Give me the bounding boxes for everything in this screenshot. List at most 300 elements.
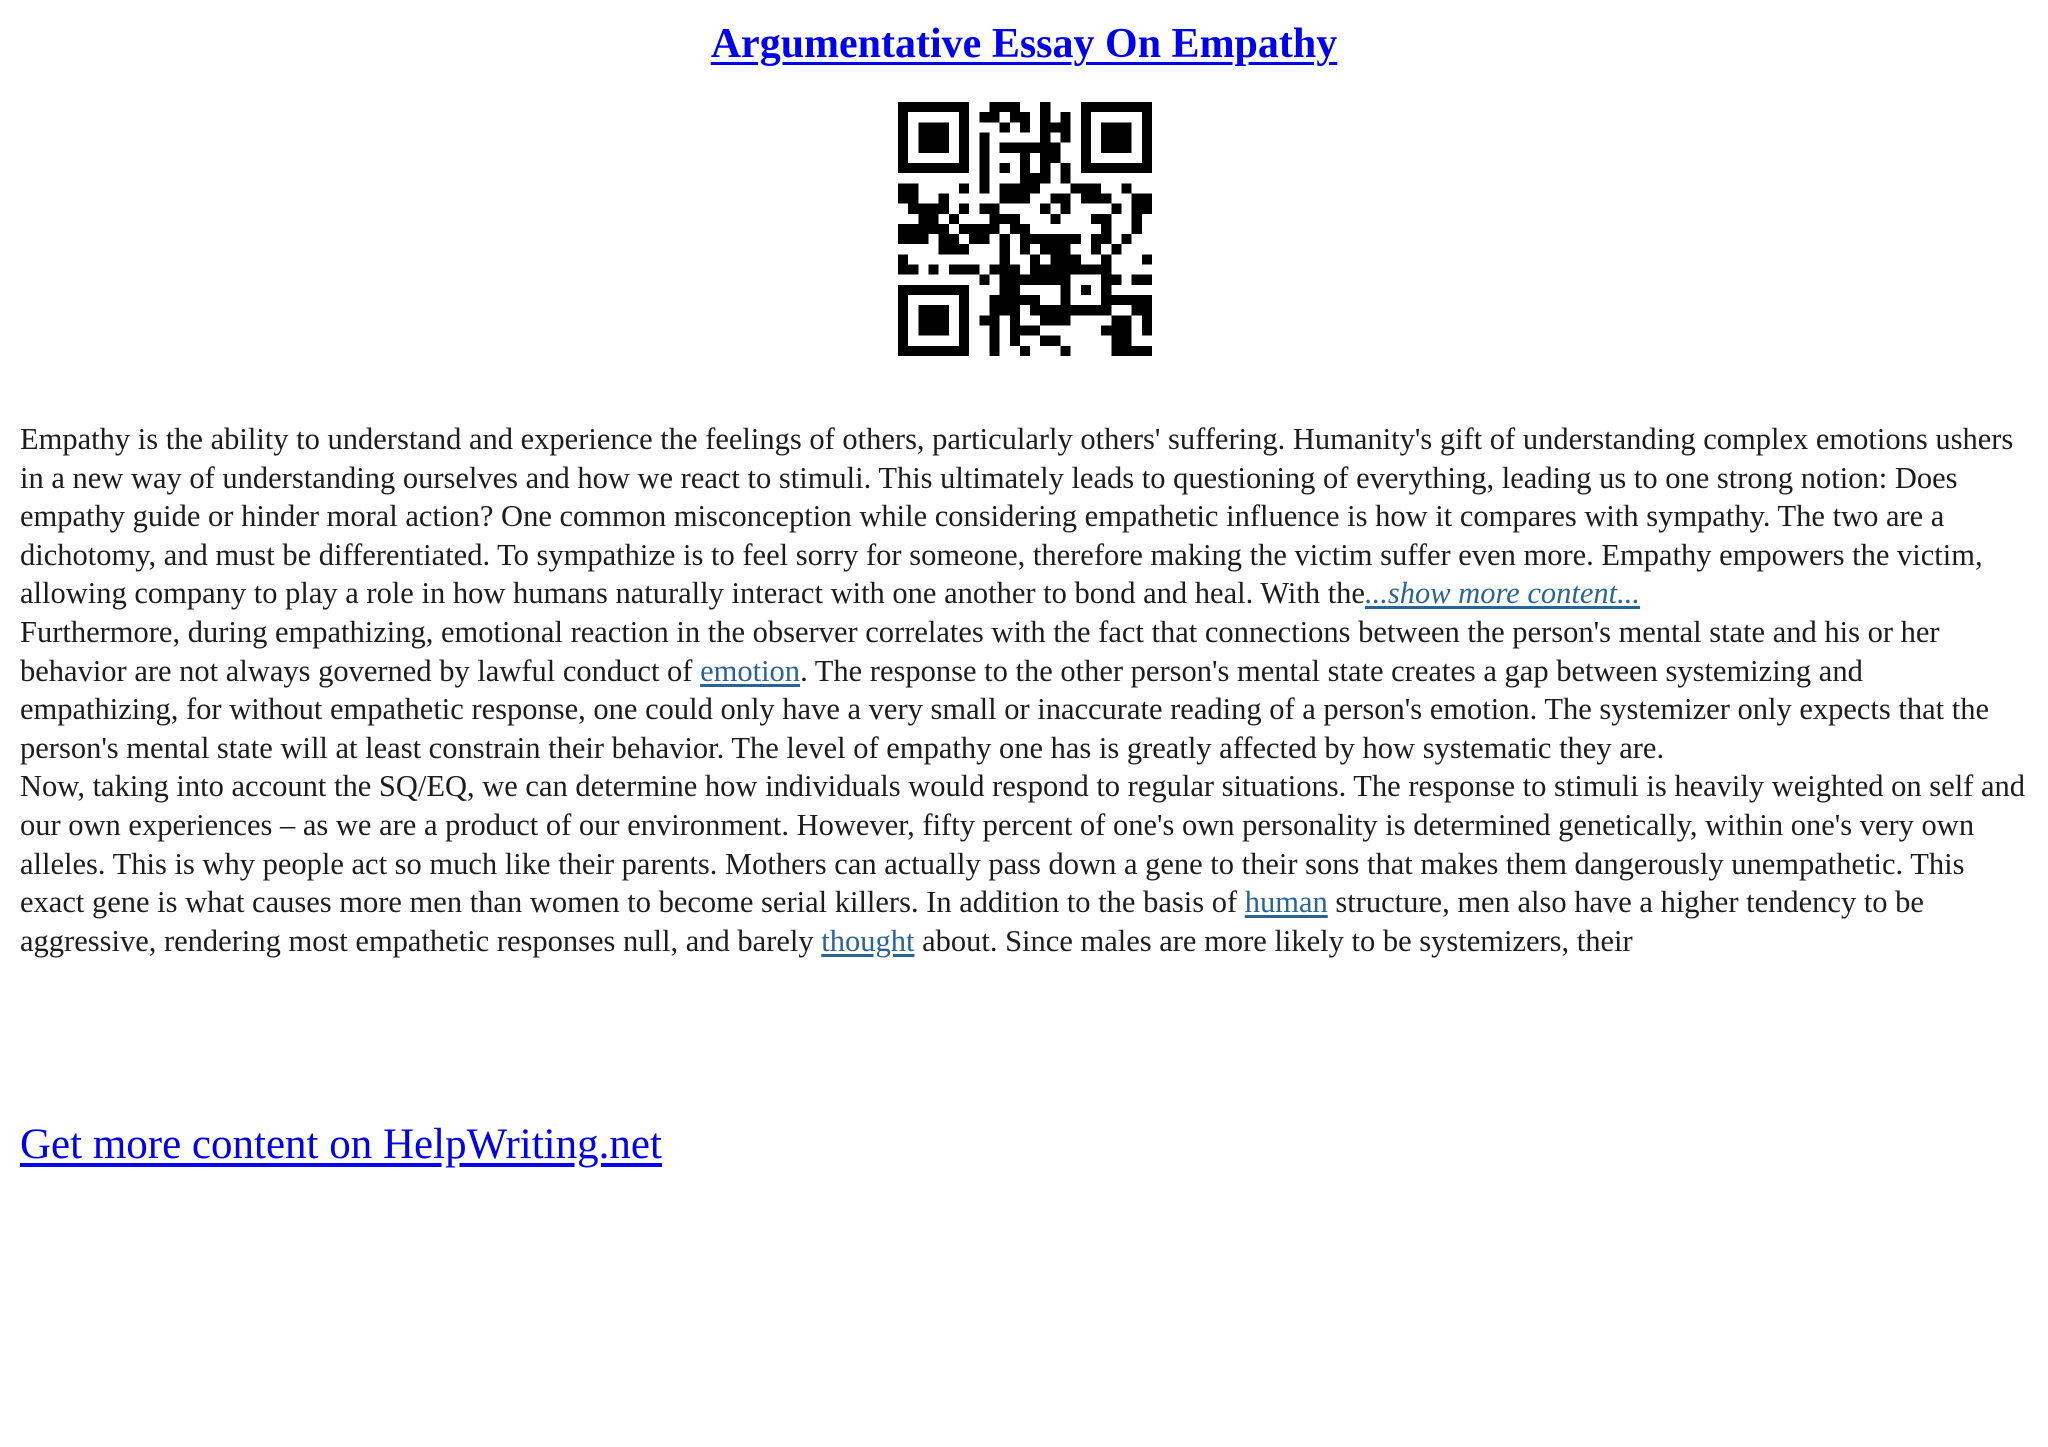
qr-module bbox=[1111, 275, 1121, 285]
qr-module bbox=[949, 234, 959, 244]
qr-module bbox=[1122, 132, 1132, 142]
qr-module bbox=[1081, 163, 1091, 173]
qr-module bbox=[979, 163, 989, 173]
qr-module bbox=[1040, 153, 1050, 163]
qr-module bbox=[898, 346, 908, 356]
qr-module bbox=[979, 204, 989, 214]
qr-module bbox=[989, 295, 999, 305]
qr-module bbox=[918, 224, 928, 234]
qr-module bbox=[898, 336, 908, 346]
paragraph-3-text-c: about. Since males are more likely to be systemizers, their bbox=[914, 923, 1633, 958]
qr-module bbox=[898, 254, 908, 264]
qr-module bbox=[1010, 275, 1020, 285]
qr-module bbox=[918, 102, 928, 112]
qr-module bbox=[1081, 193, 1091, 203]
qr-module bbox=[1010, 183, 1020, 193]
qr-module bbox=[1061, 163, 1071, 173]
qr-module bbox=[1040, 265, 1050, 275]
qr-module bbox=[1061, 132, 1071, 142]
qr-module bbox=[1101, 305, 1111, 315]
qr-module bbox=[1101, 143, 1111, 153]
qr-module bbox=[1101, 193, 1111, 203]
qr-module bbox=[1030, 143, 1040, 153]
qr-module bbox=[1142, 305, 1152, 315]
qr-module bbox=[1071, 183, 1081, 193]
qr-module bbox=[1050, 275, 1060, 285]
qr-module bbox=[1111, 346, 1121, 356]
qr-module bbox=[1040, 132, 1050, 142]
qr-module bbox=[1050, 143, 1060, 153]
qr-module bbox=[908, 193, 918, 203]
qr-module bbox=[898, 143, 908, 153]
qr-module bbox=[1000, 254, 1010, 264]
qr-module bbox=[1111, 102, 1121, 112]
qr-module bbox=[939, 204, 949, 214]
qr-module bbox=[1050, 305, 1060, 315]
qr-module bbox=[1101, 285, 1111, 295]
qr-module bbox=[1010, 214, 1020, 224]
qr-module bbox=[1030, 183, 1040, 193]
qr-module bbox=[1142, 153, 1152, 163]
emotion-link[interactable]: emotion bbox=[700, 653, 801, 688]
title-link[interactable]: Argumentative Essay On Empathy bbox=[710, 21, 1338, 67]
qr-module bbox=[1142, 204, 1152, 214]
qr-module bbox=[1101, 163, 1111, 173]
qr-module bbox=[1081, 285, 1091, 295]
qr-module bbox=[979, 275, 989, 285]
qr-module bbox=[959, 112, 969, 122]
qr-module bbox=[1111, 244, 1121, 254]
qr-module bbox=[989, 326, 999, 336]
qr-module bbox=[1071, 305, 1081, 315]
qr-module bbox=[959, 183, 969, 193]
qr-module bbox=[979, 173, 989, 183]
qr-module bbox=[939, 285, 949, 295]
qr-module bbox=[1142, 112, 1152, 122]
qr-module bbox=[1142, 132, 1152, 142]
qr-module bbox=[1122, 346, 1132, 356]
qr-module bbox=[1081, 102, 1091, 112]
qr-module bbox=[898, 326, 908, 336]
qr-module bbox=[1132, 102, 1142, 112]
qr-module bbox=[1061, 254, 1071, 264]
paragraph-2 bbox=[20, 613, 2028, 767]
qr-module bbox=[1020, 153, 1030, 163]
qr-module bbox=[1020, 346, 1030, 356]
qr-module bbox=[1101, 214, 1111, 224]
qr-module bbox=[939, 326, 949, 336]
qr-module bbox=[928, 326, 938, 336]
qr-module bbox=[1122, 234, 1132, 244]
qr-module bbox=[1010, 143, 1020, 153]
qr-module bbox=[1061, 346, 1071, 356]
qr-module bbox=[1142, 143, 1152, 153]
qr-module bbox=[898, 305, 908, 315]
qr-module bbox=[1142, 163, 1152, 173]
qr-module bbox=[1020, 173, 1030, 183]
qr-module bbox=[1111, 315, 1121, 325]
qr-module bbox=[898, 224, 908, 234]
qr-module bbox=[1050, 193, 1060, 203]
qr-module bbox=[1061, 305, 1071, 315]
qr-module bbox=[1061, 275, 1071, 285]
qr-module bbox=[1020, 295, 1030, 305]
qr-module bbox=[908, 183, 918, 193]
qr-module bbox=[908, 224, 918, 234]
qr-module bbox=[1000, 305, 1010, 315]
qr-module bbox=[1061, 244, 1071, 254]
qr-module bbox=[1132, 295, 1142, 305]
qr-module bbox=[898, 132, 908, 142]
qr-module bbox=[1020, 122, 1030, 132]
cta-line bbox=[20, 1117, 662, 1173]
qr-module bbox=[1132, 204, 1142, 214]
qr-module bbox=[989, 102, 999, 112]
qr-module bbox=[908, 285, 918, 295]
qr-module bbox=[1142, 193, 1152, 203]
qr-module bbox=[1000, 102, 1010, 112]
qr-module bbox=[1020, 143, 1030, 153]
qr-module bbox=[1061, 112, 1071, 122]
qr-module bbox=[979, 224, 989, 234]
qr-module bbox=[1132, 193, 1142, 203]
qr-module bbox=[1020, 275, 1030, 285]
qr-module bbox=[1000, 143, 1010, 153]
qr-module bbox=[979, 234, 989, 244]
qr-module bbox=[1000, 214, 1010, 224]
qr-module bbox=[1000, 244, 1010, 254]
qr-module bbox=[959, 224, 969, 234]
qr-module bbox=[989, 315, 999, 325]
qr-module bbox=[928, 305, 938, 315]
qr-module bbox=[939, 346, 949, 356]
qr-module bbox=[1061, 193, 1071, 203]
qr-module bbox=[939, 143, 949, 153]
qr-module bbox=[1000, 193, 1010, 203]
qr-module bbox=[1081, 183, 1091, 193]
qr-module bbox=[908, 204, 918, 214]
qr-module bbox=[1040, 143, 1050, 153]
qr-module bbox=[1101, 102, 1111, 112]
qr-module bbox=[959, 163, 969, 173]
qr-module bbox=[918, 234, 928, 244]
qr-module bbox=[928, 102, 938, 112]
qr-module bbox=[1111, 143, 1121, 153]
qr-module bbox=[918, 122, 928, 132]
qr-module bbox=[928, 132, 938, 142]
qr-module bbox=[959, 122, 969, 132]
qr-module bbox=[939, 315, 949, 325]
qr-module bbox=[949, 346, 959, 356]
qr-module bbox=[1101, 265, 1111, 275]
qr-module bbox=[949, 214, 959, 224]
qr-module bbox=[918, 163, 928, 173]
qr-module bbox=[1091, 244, 1101, 254]
qr-module bbox=[1132, 275, 1142, 285]
qr-module bbox=[1091, 214, 1101, 224]
qr-module bbox=[1081, 153, 1091, 163]
qr-module bbox=[1030, 275, 1040, 285]
qr-module bbox=[1040, 112, 1050, 122]
qr-module bbox=[1030, 173, 1040, 183]
qr-module bbox=[1091, 193, 1101, 203]
qr-module bbox=[918, 143, 928, 153]
qr-module bbox=[1040, 163, 1050, 173]
qr-module bbox=[979, 183, 989, 193]
qr-module bbox=[959, 285, 969, 295]
qr-module bbox=[1050, 254, 1060, 264]
qr-module bbox=[1010, 315, 1020, 325]
qr-module bbox=[908, 234, 918, 244]
qr-module bbox=[1122, 336, 1132, 346]
qr-module bbox=[1111, 336, 1121, 346]
qr-module bbox=[898, 183, 908, 193]
get-more-content-link[interactable]: Get more content on HelpWriting.net bbox=[20, 1121, 662, 1168]
qr-module bbox=[1040, 173, 1050, 183]
qr-module bbox=[1091, 234, 1101, 244]
qr-module bbox=[898, 285, 908, 295]
qr-module bbox=[989, 112, 999, 122]
qr-module bbox=[989, 224, 999, 234]
essay-body bbox=[20, 420, 2028, 960]
qr-module bbox=[1061, 204, 1071, 214]
qr-module bbox=[959, 244, 969, 254]
qr-module bbox=[1020, 326, 1030, 336]
qr-module bbox=[928, 285, 938, 295]
qr-module bbox=[939, 244, 949, 254]
qr-module bbox=[1061, 285, 1071, 295]
qr-module bbox=[898, 193, 908, 203]
qr-module bbox=[1122, 122, 1132, 132]
qr-module bbox=[959, 132, 969, 142]
qr-module bbox=[1010, 326, 1020, 336]
qr-module bbox=[1030, 254, 1040, 264]
qr-code-image bbox=[898, 102, 1152, 356]
qr-module bbox=[1010, 305, 1020, 315]
qr-module bbox=[989, 214, 999, 224]
qr-module bbox=[1000, 122, 1010, 132]
qr-module bbox=[1111, 122, 1121, 132]
qr-module bbox=[928, 224, 938, 234]
qr-module bbox=[1050, 265, 1060, 275]
qr-module bbox=[1020, 193, 1030, 203]
qr-module bbox=[1040, 204, 1050, 214]
qr-module bbox=[898, 112, 908, 122]
qr-module bbox=[908, 163, 918, 173]
qr-module bbox=[1000, 163, 1010, 173]
qr-module bbox=[1142, 326, 1152, 336]
qr-module bbox=[979, 112, 989, 122]
qr-code-graphic bbox=[898, 102, 1152, 356]
qr-module bbox=[1132, 224, 1142, 234]
qr-module bbox=[959, 326, 969, 336]
qr-module bbox=[1101, 122, 1111, 132]
qr-module bbox=[1132, 214, 1142, 224]
qr-module bbox=[1101, 234, 1111, 244]
qr-module bbox=[1071, 254, 1081, 264]
qr-module bbox=[1061, 295, 1071, 305]
qr-module bbox=[1040, 315, 1050, 325]
qr-module bbox=[949, 163, 959, 173]
qr-module bbox=[1020, 224, 1030, 234]
qr-module bbox=[918, 315, 928, 325]
qr-module bbox=[928, 204, 938, 214]
qr-module bbox=[1061, 265, 1071, 275]
qr-module bbox=[1020, 183, 1030, 193]
qr-module bbox=[1000, 295, 1010, 305]
qr-module bbox=[1091, 102, 1101, 112]
qr-module bbox=[979, 132, 989, 142]
paragraph-2-text-b: . The response to the other person's mental state creates a gap between systemizing and empathizing, for without empathetic response, one could only have a very small or inaccurate reading of a person's emotion. The systemizer only expects that the person's mental state will at least constrain their behavior. The level of empathy one has is greatly affected by how systematic they are. bbox=[20, 653, 1990, 765]
qr-module bbox=[1020, 112, 1030, 122]
qr-module bbox=[1030, 265, 1040, 275]
qr-module bbox=[1000, 275, 1010, 285]
qr-module bbox=[908, 102, 918, 112]
qr-module bbox=[1061, 122, 1071, 132]
qr-module bbox=[1122, 315, 1132, 325]
qr-module bbox=[979, 315, 989, 325]
qr-module bbox=[989, 265, 999, 275]
qr-module bbox=[1050, 122, 1060, 132]
qr-module bbox=[1050, 244, 1060, 254]
qr-module bbox=[1142, 295, 1152, 305]
qr-module bbox=[1111, 132, 1121, 142]
qr-module bbox=[1050, 214, 1060, 224]
qr-module bbox=[928, 163, 938, 173]
qr-module bbox=[1122, 183, 1132, 193]
qr-module bbox=[1091, 305, 1101, 315]
qr-module bbox=[1040, 244, 1050, 254]
qr-module bbox=[1081, 132, 1091, 142]
qr-module bbox=[1081, 305, 1091, 315]
qr-module bbox=[989, 346, 999, 356]
qr-module bbox=[1101, 132, 1111, 142]
qr-module bbox=[959, 346, 969, 356]
paragraph-3-text-b: structure, men also have a higher tendency to be aggressive, rendering most empathetic responses null, and barely bbox=[20, 885, 1924, 958]
qr-module bbox=[918, 305, 928, 315]
qr-module bbox=[1050, 315, 1060, 325]
qr-module bbox=[1020, 234, 1030, 244]
thought-link[interactable]: thought bbox=[821, 923, 915, 958]
qr-module bbox=[1091, 183, 1101, 193]
qr-module bbox=[1040, 275, 1050, 285]
qr-module bbox=[1030, 326, 1040, 336]
qr-module bbox=[949, 285, 959, 295]
qr-module bbox=[1010, 336, 1020, 346]
qr-module bbox=[898, 122, 908, 132]
qr-module bbox=[1122, 295, 1132, 305]
qr-module bbox=[1142, 122, 1152, 132]
qr-module bbox=[949, 265, 959, 275]
qr-module bbox=[1111, 163, 1121, 173]
qr-module bbox=[1030, 305, 1040, 315]
qr-module bbox=[1010, 193, 1020, 203]
qr-module bbox=[1122, 326, 1132, 336]
qr-module bbox=[1101, 275, 1111, 285]
qr-module bbox=[1000, 234, 1010, 244]
qr-module bbox=[1040, 122, 1050, 132]
qr-module bbox=[959, 265, 969, 275]
qr-module bbox=[969, 234, 979, 244]
qr-module bbox=[1101, 224, 1111, 234]
qr-module bbox=[949, 244, 959, 254]
qr-module bbox=[1101, 254, 1111, 264]
qr-module bbox=[1010, 224, 1020, 234]
show-more-link[interactable]: ...show more content... bbox=[1364, 576, 1640, 611]
qr-module bbox=[1040, 305, 1050, 315]
qr-module bbox=[939, 122, 949, 132]
qr-module bbox=[959, 315, 969, 325]
qr-module bbox=[928, 265, 938, 275]
qr-module bbox=[928, 346, 938, 356]
qr-module bbox=[939, 193, 949, 203]
qr-module bbox=[939, 163, 949, 173]
qr-module bbox=[1101, 295, 1111, 305]
qr-module bbox=[918, 132, 928, 142]
paragraph-2-text-a: Furthermore, during empathizing, emotional reaction in the observer correlates with the fact that connections between the person's mental state and his or her behavior are not always governed by lawful conduct of bbox=[20, 614, 1940, 688]
qr-module bbox=[908, 265, 918, 275]
qr-module bbox=[1071, 234, 1081, 244]
qr-module bbox=[939, 102, 949, 112]
qr-module bbox=[1061, 315, 1071, 325]
qr-module bbox=[1010, 285, 1020, 295]
qr-module bbox=[1081, 143, 1091, 153]
qr-module bbox=[959, 336, 969, 346]
qr-module bbox=[959, 305, 969, 315]
qr-module bbox=[1142, 315, 1152, 325]
qr-module bbox=[1122, 102, 1132, 112]
human-link[interactable]: human bbox=[1244, 885, 1328, 920]
qr-module bbox=[949, 102, 959, 112]
qr-module bbox=[1132, 163, 1142, 173]
qr-module bbox=[898, 163, 908, 173]
qr-module bbox=[1010, 295, 1020, 305]
qr-module bbox=[1142, 102, 1152, 112]
qr-module bbox=[1010, 265, 1020, 275]
qr-module bbox=[1081, 112, 1091, 122]
qr-module bbox=[1142, 275, 1152, 285]
qr-module bbox=[939, 305, 949, 315]
qr-module bbox=[989, 336, 999, 346]
qr-module bbox=[969, 224, 979, 234]
qr-module bbox=[959, 143, 969, 153]
qr-module bbox=[1091, 163, 1101, 173]
qr-module bbox=[969, 265, 979, 275]
qr-module bbox=[918, 346, 928, 356]
qr-module bbox=[918, 204, 928, 214]
qr-module bbox=[898, 234, 908, 244]
qr-module bbox=[1101, 326, 1111, 336]
qr-module bbox=[1081, 265, 1091, 275]
paragraph-3-text-a: Now, taking into account the SQ/EQ, we can determine how individuals would respond to regular situations. The response to stimuli is heavily weighted on self and our own experiences – as we are a product of our environment. However, fifty percent of one's own personality is determined genetically, within one's very own alleles. This is why people act so much like their parents. Mothers can actually pass down a gene to their sons that makes them dangerously unempathetic. This exact gene is what causes more men than women to become serial killers. In addition to the basis of bbox=[20, 769, 2025, 920]
qr-module bbox=[1132, 346, 1142, 356]
qr-module bbox=[1010, 102, 1020, 112]
qr-module bbox=[1142, 254, 1152, 264]
qr-module bbox=[1050, 234, 1060, 244]
qr-module bbox=[928, 122, 938, 132]
qr-module bbox=[918, 326, 928, 336]
qr-module bbox=[1030, 234, 1040, 244]
qr-module bbox=[979, 143, 989, 153]
qr-module bbox=[918, 285, 928, 295]
qr-module bbox=[1000, 183, 1010, 193]
qr-module bbox=[1040, 234, 1050, 244]
paragraph-3 bbox=[20, 767, 2028, 960]
qr-module bbox=[1111, 295, 1121, 305]
qr-module bbox=[939, 234, 949, 244]
qr-module bbox=[939, 132, 949, 142]
qr-module bbox=[989, 305, 999, 315]
